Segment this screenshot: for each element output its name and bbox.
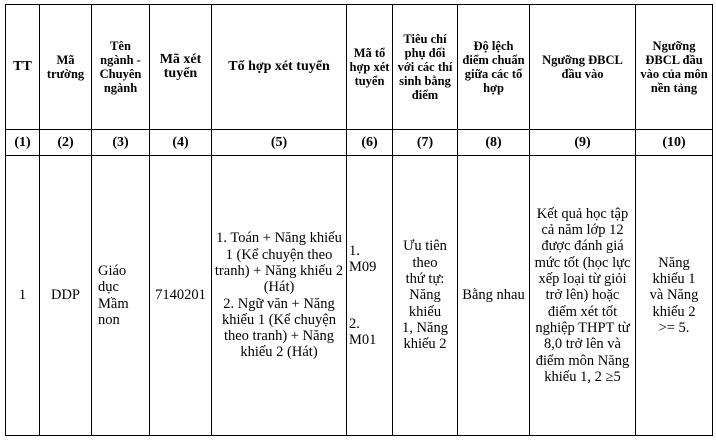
column-number: (5): [212, 130, 347, 156]
header-nguong-dbcl: Ngưỡng ĐBCL đầu vào: [530, 5, 636, 130]
cell-to-hop: 1. Toán + Năng khiếu 1 (Kể chuyện theo tranh) + Năng khiếu 2 (Hát) 2. Ngữ văn + Năng khiếu 1 (Kể chuyện theo tranh) + Năng khiếu 2 (Hát): [212, 156, 347, 436]
cell-do-lech: Bằng nhau: [458, 156, 530, 436]
cell-tt: 1: [6, 156, 40, 436]
table-row: [6, 156, 713, 436]
header-ma-truong: Mã trường: [40, 5, 92, 130]
cell-tieu-chi-phu: Ưu tiên theo thứ tự: Năng khiếu 1, Năng khiếu 2: [393, 156, 458, 436]
header-row: [6, 5, 713, 130]
header-do-lech: Độ lệch điểm chuẩn giữa các tổ hợp: [458, 5, 530, 130]
column-number: (8): [458, 130, 530, 156]
cell-nguong-dbcl: Kết quả học tập cả năm lớp 12 được đánh giá mức tốt (học lực xếp loại từ giỏi trở lên) hoặc điểm xét tốt nghiệp THPT từ 8,0 trở lên và điểm môn Năng khiếu 1, 2 ≥5: [530, 156, 636, 436]
cell-ten-nganh: Giáo dục Mầm non: [92, 156, 150, 436]
column-number: (9): [530, 130, 636, 156]
cell-ma-xet-tuyen: 7140201: [150, 156, 212, 436]
cell-ma-truong: DDP: [40, 156, 92, 436]
header-ma-to-hop: Mã tổ hợp xét tuyển: [347, 5, 393, 130]
admission-table: [5, 4, 713, 436]
cell-nguong-mon-nen-tang: Năng khiếu 1 và Năng khiếu 2 >= 5.: [636, 156, 713, 436]
column-number: (1): [6, 130, 40, 156]
header-tieu-chi-phu: Tiêu chí phụ đối với các thí sinh bằng điểm: [393, 5, 458, 130]
column-number: (4): [150, 130, 212, 156]
header-tt: TT: [6, 5, 40, 130]
column-number: (2): [40, 130, 92, 156]
header-ma-xet-tuyen: Mã xét tuyển: [150, 5, 212, 130]
header-to-hop: Tổ hợp xét tuyển: [212, 5, 347, 130]
column-number: (6): [347, 130, 393, 156]
header-nguong-mon-nen-tang: Ngưỡng ĐBCL đầu vào của môn nền tảng: [636, 5, 713, 130]
header-ten-nganh: Tên ngành - Chuyên ngành: [92, 5, 150, 130]
column-number-row: [6, 130, 713, 156]
column-number: (10): [636, 130, 713, 156]
ma-to-hop-1: 1. M09: [349, 242, 377, 276]
ma-to-hop-2: 2. M01: [349, 315, 377, 348]
column-number: (7): [393, 130, 458, 156]
cell-ma-to-hop: [347, 156, 393, 436]
column-number: (3): [92, 130, 150, 156]
